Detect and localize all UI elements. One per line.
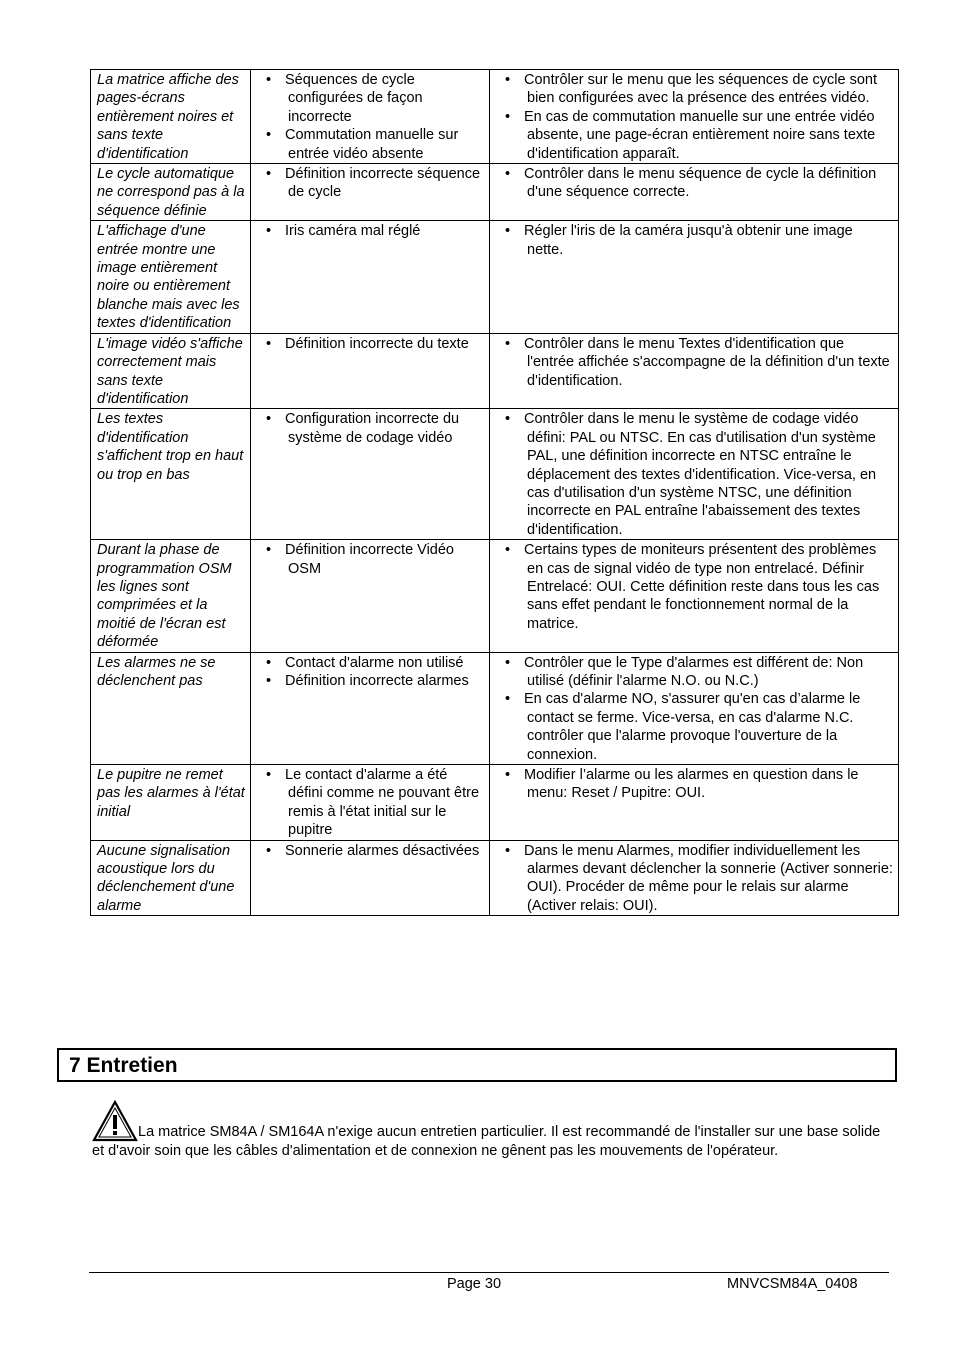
solution-cell bbox=[490, 540, 899, 652]
table-row bbox=[91, 765, 899, 841]
solution-cell bbox=[490, 409, 899, 540]
cause-cell bbox=[251, 840, 490, 916]
document-code: MNVCSM84A_0408 bbox=[727, 1276, 858, 1292]
table-row bbox=[91, 840, 899, 916]
cause-list bbox=[257, 410, 484, 447]
solution-item: • En cas d'alarme NO, s'assurer qu'en cas d’alarme le contact se ferme. Vice-versa, en cas d'alarme N.C. contrôler que l'alarme provoque l'ouverture de la connexion. bbox=[496, 690, 893, 764]
problem-cell: La matrice affiche des pages-écrans entièrement noires et sans texte d'identification bbox=[91, 70, 251, 164]
solution-item: • Modifier l’alarme ou les alarmes en question dans le menu: Reset / Pupitre: OUI. bbox=[496, 766, 893, 803]
cause-item: • Iris caméra mal réglé bbox=[257, 222, 484, 240]
cause-item: • Contact d'alarme non utilisé bbox=[257, 654, 484, 672]
cause-cell bbox=[251, 70, 490, 164]
problem-cell: L'affichage d'une entrée montre une image entièrement noire ou entièrement blanche mais avec les textes d'identification bbox=[91, 221, 251, 333]
troubleshooting-table bbox=[90, 69, 899, 916]
solution-list bbox=[496, 410, 893, 539]
solution-cell bbox=[490, 221, 899, 333]
solution-item: • Contrôler sur le menu que les séquences de cycle sont bien configurées avec la présence des entrées vidéo. bbox=[496, 71, 893, 108]
solution-list bbox=[496, 71, 893, 163]
table-row bbox=[91, 409, 899, 540]
solution-item: • Régler l'iris de la caméra jusqu'à obtenir une image nette. bbox=[496, 222, 893, 259]
solution-list bbox=[496, 842, 893, 916]
cause-item: • Configuration incorrecte du système de codage vidéo bbox=[257, 410, 484, 447]
solution-item: • Contrôler dans le menu séquence de cycle la définition d'une séquence correcte. bbox=[496, 165, 893, 202]
problem-cell: L'image vidéo s'affiche correctement mais sans texte d'identification bbox=[91, 333, 251, 409]
cause-cell bbox=[251, 333, 490, 409]
solution-list bbox=[496, 222, 893, 259]
cause-list bbox=[257, 222, 484, 240]
cause-list bbox=[257, 165, 484, 202]
cause-item: • Séquences de cycle configurées de façon incorrecte bbox=[257, 71, 484, 126]
solution-list bbox=[496, 766, 893, 803]
problem-cell: Le cycle automatique ne correspond pas à la séquence définie bbox=[91, 164, 251, 221]
cause-cell bbox=[251, 765, 490, 841]
cause-item: • Définition incorrecte séquence de cycle bbox=[257, 165, 484, 202]
warning-triangle-icon bbox=[92, 1100, 138, 1142]
table-row bbox=[91, 652, 899, 764]
troubleshooting-table-container bbox=[90, 69, 898, 916]
cause-list bbox=[257, 766, 484, 840]
solution-list bbox=[496, 335, 893, 390]
table-row bbox=[91, 333, 899, 409]
solution-item: • En cas de commutation manuelle sur une entrée vidéo absente, une page-écran entièrement noire sans texte d'identification apparaît. bbox=[496, 108, 893, 163]
cause-item: • Sonnerie alarmes désactivées bbox=[257, 842, 484, 860]
solution-list bbox=[496, 541, 893, 633]
solution-cell bbox=[490, 70, 899, 164]
solution-cell bbox=[490, 333, 899, 409]
solution-item: • Certains types de moniteurs présentent des problèmes en cas de signal vidéo de type non entrelacé. Définir Entrelacé: OUI. Cette définition reste dans tous les cas sans effet pendant le fonctionnement normal de la matrice. bbox=[496, 541, 893, 633]
footer-divider bbox=[89, 1272, 889, 1273]
solution-cell bbox=[490, 765, 899, 841]
solution-list bbox=[496, 165, 893, 202]
cause-list bbox=[257, 842, 484, 860]
cause-list bbox=[257, 335, 484, 353]
solution-cell bbox=[490, 652, 899, 764]
solution-item: • Dans le menu Alarmes, modifier individuellement les alarmes devant déclencher la sonnerie (Activer sonnerie: OUI). Procéder de même pour le relais sur alarme (Activer relais: OUI). bbox=[496, 842, 893, 916]
cause-item: • Définition incorrecte alarmes bbox=[257, 672, 484, 690]
solution-item: • Contrôler dans le menu le système de codage vidéo défini: PAL ou NTSC. En cas d'utilisation d'un système PAL, une définition incorrecte en NTSC entraîne le déplacement des textes d'identification. Vice-versa, en cas d'utilisation d'un système NTSC, une définition incorrecte en PAL entraîne l'abaissement des textes d'identification. bbox=[496, 410, 893, 539]
solution-item: • Contrôler que le Type d'alarmes est différent de: Non utilisé (définir l'alarme N.O. ou N.C.) bbox=[496, 654, 893, 691]
cause-item: • Définition incorrecte du texte bbox=[257, 335, 484, 353]
solution-list bbox=[496, 654, 893, 764]
problem-cell: Les alarmes ne se déclenchent pas bbox=[91, 652, 251, 764]
solution-cell bbox=[490, 164, 899, 221]
cause-cell bbox=[251, 652, 490, 764]
table-row bbox=[91, 221, 899, 333]
problem-cell: Le pupitre ne remet pas les alarmes à l'état initial bbox=[91, 765, 251, 841]
cause-item: • Définition incorrecte Vidéo OSM bbox=[257, 541, 484, 578]
cause-list bbox=[257, 71, 484, 163]
cause-list bbox=[257, 654, 484, 691]
section-header bbox=[57, 1048, 897, 1082]
maintenance-note bbox=[92, 1100, 892, 1161]
problem-cell: Les textes d'identification s'affichent trop en haut ou trop en bas bbox=[91, 409, 251, 540]
table-row bbox=[91, 70, 899, 164]
maintenance-text: La matrice SM84A / SM164A n'exige aucun entretien particulier. Il est recommandé de l'installer sur une base solide et d'avoir soin que les câbles d'alimentation et de connexion ne gênent pas les mouvements de l'opérateur. bbox=[92, 1124, 881, 1159]
cause-cell bbox=[251, 540, 490, 652]
cause-item: • Commutation manuelle sur entrée vidéo absente bbox=[257, 126, 484, 163]
problem-cell: Durant la phase de programmation OSM les lignes sont comprimées et la moitié de l'écran est déformée bbox=[91, 540, 251, 652]
cause-cell bbox=[251, 164, 490, 221]
cause-item: • Le contact d'alarme a été défini comme ne pouvant être remis à l'état initial sur le pupitre bbox=[257, 766, 484, 840]
section-title: 7 Entretien bbox=[69, 1054, 178, 1077]
solution-item: • Contrôler dans le menu Textes d'identification que l'entrée affichée s'accompagne de la définition d'un texte d'identification. bbox=[496, 335, 893, 390]
cause-list bbox=[257, 541, 484, 578]
table-row bbox=[91, 540, 899, 652]
table-row bbox=[91, 164, 899, 221]
page-number: Page 30 bbox=[447, 1276, 502, 1292]
solution-cell bbox=[490, 840, 899, 916]
problem-cell: Aucune signalisation acoustique lors du déclenchement d'une alarme bbox=[91, 840, 251, 916]
cause-cell bbox=[251, 221, 490, 333]
cause-cell bbox=[251, 409, 490, 540]
